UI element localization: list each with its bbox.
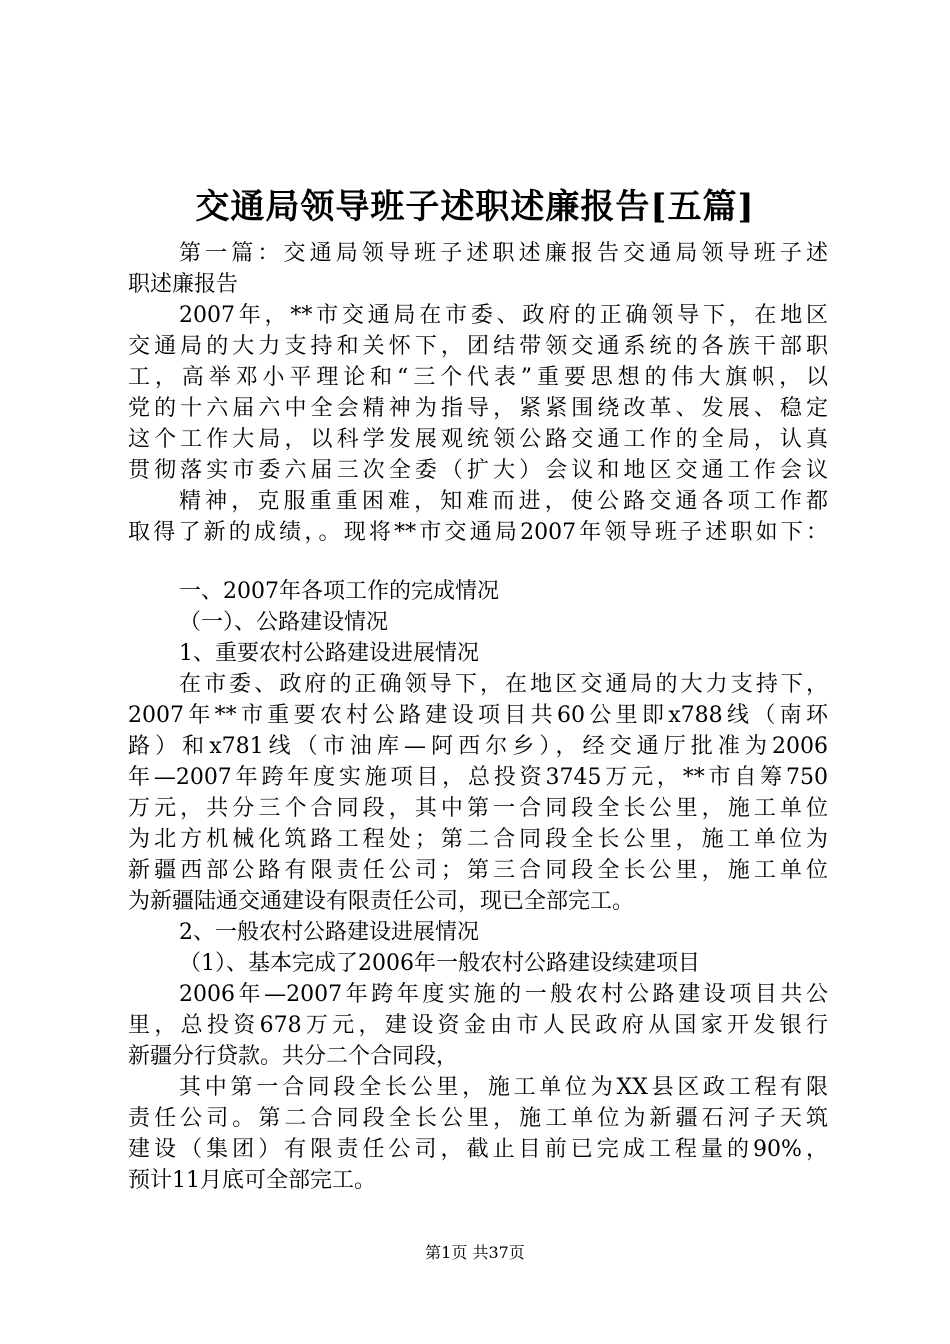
blank-line bbox=[128, 548, 828, 576]
text-line: 路）和x781线（市油库—阿西尔乡），经交通厅批准为2006 bbox=[128, 734, 828, 759]
text-line: 2、一般农村公路建设进展情况 bbox=[179, 920, 479, 945]
text-line: 责任公司。第二合同段全长公里，施工单位为新疆石河子天筑 bbox=[128, 1106, 828, 1131]
text-line: 万元，共分三个合同段，其中第一合同段全长公里，施工单位 bbox=[128, 796, 828, 821]
text-line: 2006年—2007年跨年度实施的一般农村公路建设项目共公 bbox=[179, 982, 828, 1007]
text-line: 为北方机械化筑路工程处；第二合同段全长公里，施工单位为 bbox=[128, 827, 828, 852]
text-line: 第一篇：交通局领导班子述职述廉报告交通局领导班子述 bbox=[179, 241, 828, 266]
text-line: 工，高举邓小平理论和“三个代表”重要思想的伟大旗帜，以 bbox=[128, 365, 828, 390]
text-line: 预计11月底可全部完工。 bbox=[128, 1168, 376, 1193]
page-footer: 第1页 共37页 bbox=[425, 1243, 525, 1262]
document-title: 交通局领导班子述职述廉报告[五篇] bbox=[195, 187, 755, 227]
text-line: 其中第一合同段全长公里，施工单位为XX县区政工程有限 bbox=[179, 1075, 828, 1100]
text-line: 为新疆陆通交通建设有限责任公司，现已全部完工。 bbox=[128, 889, 635, 914]
text-line: 精神，克服重重困难，知难而进，使公路交通各项工作都 bbox=[179, 489, 828, 514]
text-line: 党的十六届六中全会精神为指导，紧紧围绕改革、发展、稳定 bbox=[128, 396, 828, 421]
text-line: 里，总投资678万元，建设资金由市人民政府从国家开发银行 bbox=[128, 1013, 828, 1038]
text-line: 这个工作大局，以科学发展观统领公路交通工作的全局，认真 bbox=[128, 427, 828, 452]
document-body bbox=[128, 238, 828, 1196]
text-line: 取得了新的成绩，。现将**市交通局2007年领导班子述职如下： bbox=[128, 520, 828, 545]
text-line: 一、2007年各项工作的完成情况 bbox=[179, 579, 499, 604]
text-line: （一）、公路建设情况 bbox=[179, 610, 389, 635]
text-line: 贯彻落实市委六届三次全委（扩大）会议和地区交通工作会议 bbox=[128, 458, 828, 483]
text-line: 2007年**市重要农村公路建设项目共60公里即x788线（南环 bbox=[128, 703, 828, 728]
text-line: 新疆西部公路有限责任公司；第三合同段全长公里，施工单位 bbox=[128, 858, 828, 883]
text-line: 新疆分行贷款。共分二个合同段， bbox=[128, 1044, 459, 1069]
text-line: 交通局的大力支持和关怀下，团结带领交通系统的各族干部职 bbox=[128, 334, 828, 359]
text-line: 年—2007年跨年度实施项目，总投资3745万元，**市自筹750 bbox=[128, 765, 828, 790]
text-line: 2007年，**市交通局在市委、政府的正确领导下，在地区 bbox=[179, 303, 828, 328]
text-line: （1）、基本完成了2006年一般农村公路建设续建项目 bbox=[179, 951, 700, 976]
text-line: 职述廉报告 bbox=[128, 272, 239, 297]
text-line: 建设（集团）有限责任公司，截止目前已完成工程量的90%， bbox=[128, 1137, 828, 1162]
text-line: 在市委、政府的正确领导下，在地区交通局的大力支持下， bbox=[179, 672, 828, 697]
text-line: 1、重要农村公路建设进展情况 bbox=[179, 641, 479, 666]
